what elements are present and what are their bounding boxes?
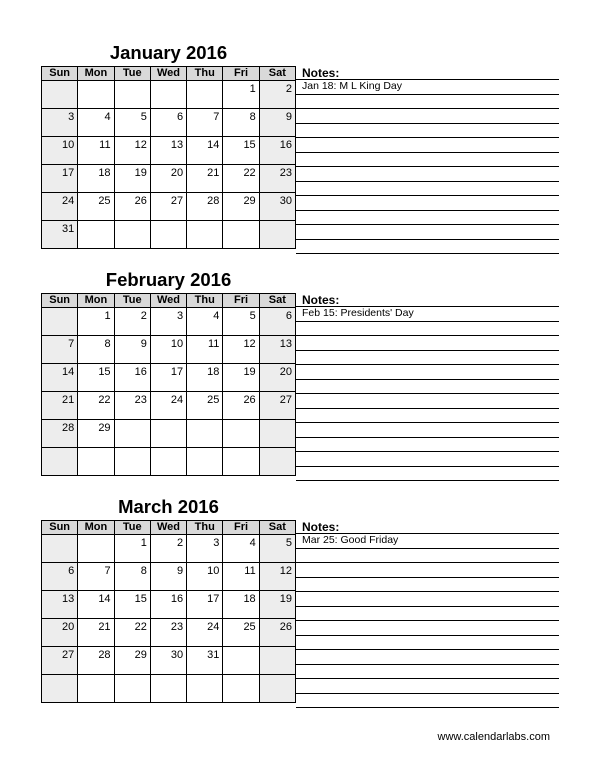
note-line[interactable]: [296, 322, 559, 337]
day-cell: 6: [259, 308, 295, 336]
day-cell: 25: [187, 392, 223, 420]
note-line[interactable]: [296, 423, 559, 438]
weekday-header: Wed: [150, 521, 186, 535]
day-cell: [223, 221, 259, 249]
note-line[interactable]: Jan 18: M L King Day: [296, 80, 559, 95]
week-row: [42, 591, 296, 619]
week-row: [42, 165, 296, 193]
note-line[interactable]: [296, 549, 559, 564]
day-cell: [114, 221, 150, 249]
note-line[interactable]: [296, 452, 559, 467]
note-line[interactable]: [296, 167, 559, 182]
weekday-header: Sat: [259, 294, 295, 308]
day-cell: 6: [150, 109, 186, 137]
day-cell: 1: [114, 535, 150, 563]
week-row: [42, 647, 296, 675]
day-cell: [259, 448, 295, 476]
day-cell: [259, 647, 295, 675]
day-cell: [150, 221, 186, 249]
day-cell: 1: [223, 81, 259, 109]
day-cell: 26: [114, 193, 150, 221]
note-line[interactable]: Feb 15: Presidents' Day: [296, 307, 559, 322]
note-line[interactable]: [296, 225, 559, 240]
day-cell: 26: [259, 619, 295, 647]
calendar-grid: [41, 66, 296, 249]
day-cell: [150, 448, 186, 476]
day-cell: 16: [114, 364, 150, 392]
week-row: [42, 81, 296, 109]
calendar-grid: [41, 520, 296, 703]
day-cell: 19: [223, 364, 259, 392]
month-title: March 2016: [118, 496, 219, 517]
day-cell: 20: [259, 364, 295, 392]
day-cell: [114, 81, 150, 109]
weekday-header: Fri: [223, 67, 259, 81]
weekday-header: Tue: [114, 294, 150, 308]
day-cell: 15: [114, 591, 150, 619]
day-cell: [259, 221, 295, 249]
day-cell: 8: [223, 109, 259, 137]
note-line[interactable]: [296, 650, 559, 665]
day-cell: 31: [187, 647, 223, 675]
day-cell: 8: [114, 563, 150, 591]
weekday-header: Thu: [187, 521, 223, 535]
week-row: [42, 221, 296, 249]
notes-panel: [296, 66, 559, 254]
day-cell: [150, 81, 186, 109]
day-cell: 17: [150, 364, 186, 392]
day-cell: 9: [114, 336, 150, 364]
day-cell: 3: [42, 109, 78, 137]
day-cell: 13: [42, 591, 78, 619]
day-cell: 4: [78, 109, 114, 137]
week-row: [42, 336, 296, 364]
note-line[interactable]: [296, 467, 559, 482]
day-cell: 18: [223, 591, 259, 619]
day-cell: 30: [259, 193, 295, 221]
day-cell: [114, 420, 150, 448]
day-cell: 15: [78, 364, 114, 392]
day-cell: [42, 308, 78, 336]
day-cell: [150, 675, 186, 703]
day-cell: 20: [150, 165, 186, 193]
note-line[interactable]: [296, 351, 559, 366]
day-cell: 17: [42, 165, 78, 193]
day-cell: 12: [259, 563, 295, 591]
day-cell: [78, 448, 114, 476]
weekday-header: Wed: [150, 67, 186, 81]
weekday-header: Sun: [42, 294, 78, 308]
note-line[interactable]: [296, 153, 559, 168]
day-cell: 30: [150, 647, 186, 675]
day-cell: 24: [150, 392, 186, 420]
day-cell: 14: [42, 364, 78, 392]
day-cell: 18: [78, 165, 114, 193]
day-cell: 2: [259, 81, 295, 109]
day-cell: [78, 221, 114, 249]
day-cell: [42, 675, 78, 703]
month-title: January 2016: [109, 42, 228, 63]
day-cell: 27: [259, 392, 295, 420]
day-cell: 22: [114, 619, 150, 647]
notes-label: Notes:: [296, 293, 559, 307]
note-line[interactable]: [296, 95, 559, 110]
note-line[interactable]: [296, 196, 559, 211]
day-cell: 15: [223, 137, 259, 165]
notes-panel: [296, 520, 559, 708]
day-cell: 5: [114, 109, 150, 137]
day-cell: [42, 448, 78, 476]
day-cell: 13: [150, 137, 186, 165]
day-cell: 5: [223, 308, 259, 336]
day-cell: 9: [150, 563, 186, 591]
day-cell: 23: [259, 165, 295, 193]
day-cell: 5: [259, 535, 295, 563]
week-row: [42, 563, 296, 591]
day-cell: 28: [187, 193, 223, 221]
day-cell: 7: [78, 563, 114, 591]
day-cell: 23: [114, 392, 150, 420]
day-cell: 10: [150, 336, 186, 364]
day-cell: 12: [223, 336, 259, 364]
weekday-header: Sun: [42, 67, 78, 81]
weekday-header: Sat: [259, 67, 295, 81]
day-cell: [78, 81, 114, 109]
day-cell: 29: [114, 647, 150, 675]
weekday-header: Tue: [114, 67, 150, 81]
week-row: [42, 193, 296, 221]
note-line[interactable]: [296, 621, 559, 636]
day-cell: 16: [150, 591, 186, 619]
day-cell: [187, 420, 223, 448]
note-line[interactable]: [296, 636, 559, 651]
day-cell: 13: [259, 336, 295, 364]
week-row: [42, 364, 296, 392]
day-cell: 28: [42, 420, 78, 448]
day-cell: 8: [78, 336, 114, 364]
week-row: [42, 109, 296, 137]
weekday-header: Thu: [187, 294, 223, 308]
day-cell: 12: [114, 137, 150, 165]
day-cell: 27: [150, 193, 186, 221]
weekday-header: Thu: [187, 67, 223, 81]
day-cell: 17: [187, 591, 223, 619]
day-cell: 11: [78, 137, 114, 165]
day-cell: 25: [223, 619, 259, 647]
day-cell: [223, 448, 259, 476]
day-cell: 22: [223, 165, 259, 193]
notes-label: Notes:: [296, 520, 559, 534]
day-cell: 2: [114, 308, 150, 336]
notes-panel: [296, 293, 559, 481]
note-line[interactable]: [296, 109, 559, 124]
note-line[interactable]: [296, 138, 559, 153]
note-line[interactable]: [296, 336, 559, 351]
day-cell: 19: [114, 165, 150, 193]
day-cell: [259, 420, 295, 448]
week-row: [42, 619, 296, 647]
day-cell: 31: [42, 221, 78, 249]
week-row: [42, 448, 296, 476]
day-cell: 10: [42, 137, 78, 165]
day-cell: [114, 675, 150, 703]
note-line[interactable]: [296, 563, 559, 578]
day-cell: 21: [42, 392, 78, 420]
day-cell: 9: [259, 109, 295, 137]
day-cell: 29: [78, 420, 114, 448]
weekday-header: Mon: [78, 67, 114, 81]
day-cell: 20: [42, 619, 78, 647]
day-cell: 26: [223, 392, 259, 420]
day-cell: 24: [42, 193, 78, 221]
day-cell: 7: [187, 109, 223, 137]
footer-url: www.calendarlabs.com: [437, 731, 550, 743]
day-cell: [114, 448, 150, 476]
note-line[interactable]: [296, 124, 559, 139]
note-line[interactable]: [296, 578, 559, 593]
day-cell: 18: [187, 364, 223, 392]
day-cell: [78, 675, 114, 703]
day-cell: 14: [187, 137, 223, 165]
day-cell: 21: [187, 165, 223, 193]
day-cell: [223, 675, 259, 703]
note-line[interactable]: [296, 694, 559, 709]
day-cell: 29: [223, 193, 259, 221]
day-cell: [42, 535, 78, 563]
note-line[interactable]: [296, 409, 559, 424]
day-cell: 16: [259, 137, 295, 165]
day-cell: 21: [78, 619, 114, 647]
day-cell: 19: [259, 591, 295, 619]
day-cell: 6: [42, 563, 78, 591]
day-cell: [187, 81, 223, 109]
weekday-header: Sat: [259, 521, 295, 535]
week-row: [42, 675, 296, 703]
day-cell: 11: [223, 563, 259, 591]
day-cell: 7: [42, 336, 78, 364]
day-cell: 27: [42, 647, 78, 675]
day-cell: 3: [187, 535, 223, 563]
weekday-header: Fri: [223, 521, 259, 535]
note-line[interactable]: [296, 240, 559, 255]
day-cell: [42, 81, 78, 109]
day-cell: [259, 675, 295, 703]
day-cell: 11: [187, 336, 223, 364]
day-cell: [223, 647, 259, 675]
day-cell: 24: [187, 619, 223, 647]
day-cell: 14: [78, 591, 114, 619]
day-cell: 1: [78, 308, 114, 336]
weekday-header: Mon: [78, 521, 114, 535]
day-cell: [187, 675, 223, 703]
note-line[interactable]: [296, 438, 559, 453]
weekday-header: Mon: [78, 294, 114, 308]
month-title: February 2016: [105, 269, 232, 290]
note-line[interactable]: Mar 25: Good Friday: [296, 534, 559, 549]
note-line[interactable]: [296, 665, 559, 680]
weekday-header: Sun: [42, 521, 78, 535]
week-row: [42, 392, 296, 420]
day-cell: 2: [150, 535, 186, 563]
day-cell: 22: [78, 392, 114, 420]
day-cell: 10: [187, 563, 223, 591]
weekday-header: Wed: [150, 294, 186, 308]
note-line[interactable]: [296, 679, 559, 694]
week-row: [42, 308, 296, 336]
day-cell: 4: [187, 308, 223, 336]
note-line[interactable]: [296, 592, 559, 607]
note-line[interactable]: [296, 380, 559, 395]
note-line[interactable]: [296, 607, 559, 622]
day-cell: 28: [78, 647, 114, 675]
week-row: [42, 137, 296, 165]
note-line[interactable]: [296, 365, 559, 380]
day-cell: [187, 448, 223, 476]
day-cell: [78, 535, 114, 563]
day-cell: 23: [150, 619, 186, 647]
note-line[interactable]: [296, 394, 559, 409]
day-cell: 25: [78, 193, 114, 221]
weekday-header: Fri: [223, 294, 259, 308]
day-cell: [223, 420, 259, 448]
note-line[interactable]: [296, 211, 559, 226]
day-cell: [187, 221, 223, 249]
calendar-grid: [41, 293, 296, 476]
week-row: [42, 535, 296, 563]
notes-label: Notes:: [296, 66, 559, 80]
week-row: [42, 420, 296, 448]
day-cell: 3: [150, 308, 186, 336]
day-cell: [150, 420, 186, 448]
note-line[interactable]: [296, 182, 559, 197]
weekday-header: Tue: [114, 521, 150, 535]
day-cell: 4: [223, 535, 259, 563]
